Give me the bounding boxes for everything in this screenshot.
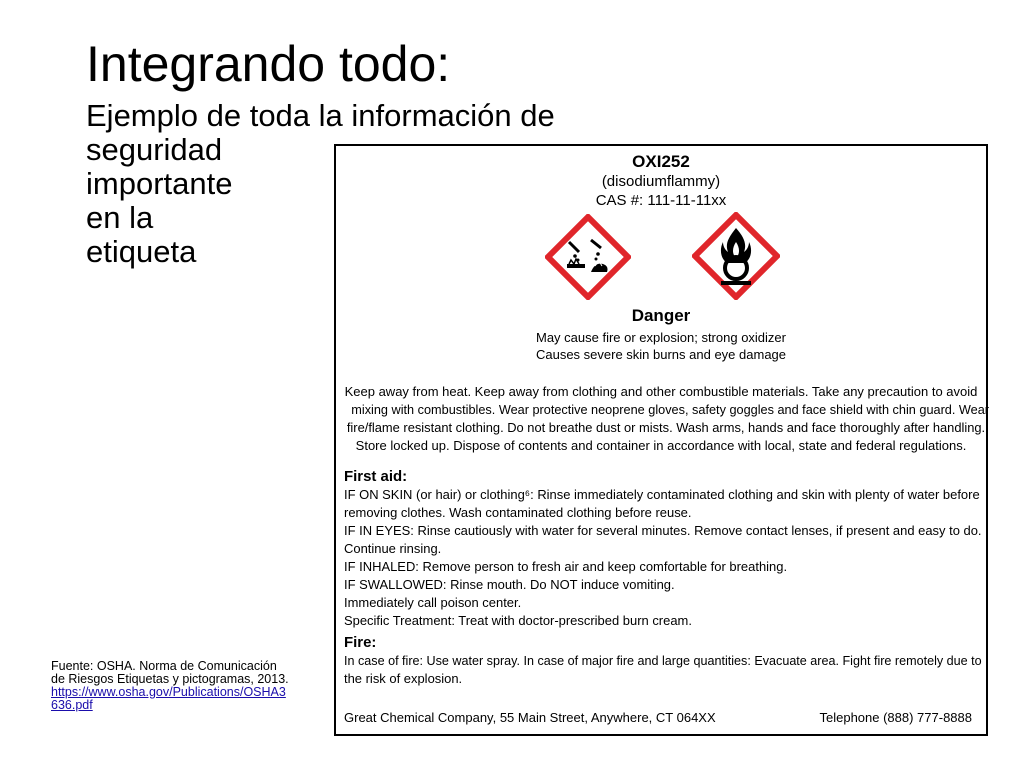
source-text: de Riesgos Etiquetas y pictogramas, 2013. xyxy=(51,672,289,686)
cas-number: CAS #: 111-11-11xx xyxy=(595,192,727,209)
subtitle-line: en la xyxy=(86,200,154,235)
source-link[interactable] xyxy=(51,686,326,712)
hazard-statement: Causes severe skin burns and eye damage xyxy=(535,347,787,362)
first-aid-heading: First aid: xyxy=(344,468,408,485)
signal-word: Danger xyxy=(631,306,691,325)
source-citation xyxy=(51,660,326,712)
first-aid-line: Immediately call poison center. xyxy=(344,595,522,610)
source-link-line[interactable]: https://www.osha.gov/Publications/OSHA3 xyxy=(51,685,286,699)
subtitle-line: etiqueta xyxy=(86,234,197,269)
source-link-line[interactable]: 636.pdf xyxy=(51,698,93,712)
first-aid-section xyxy=(344,468,984,630)
fire-section xyxy=(344,634,984,688)
precaution-line: Store locked up. Dispose of contents and container in accordance with local, state and federal regulations. xyxy=(355,438,967,453)
chemical-label xyxy=(334,144,988,736)
chemical-name: (disodiumflammy) xyxy=(601,173,721,190)
first-aid-line: Continue rinsing. xyxy=(344,541,442,556)
company-telephone: Telephone (888) 777-8888 xyxy=(819,710,972,725)
label-header xyxy=(336,152,986,210)
slide-title: Integrando todo: xyxy=(86,36,451,92)
precaution-line: Keep away from heat. Keep away from clothing and other combustible materials. Take any precaution to avoid xyxy=(344,384,978,399)
fire-line: the risk of explosion. xyxy=(344,671,463,686)
source-text: Fuente: OSHA. Norma de Comunicación xyxy=(51,659,277,673)
hazard-statement: May cause fire or explosion; strong oxidizer xyxy=(535,330,786,345)
company-address: Great Chemical Company, 55 Main Street, Anywhere, CT 064XX xyxy=(344,710,716,725)
corrosion-icon xyxy=(545,214,631,300)
flame-over-circle-icon xyxy=(692,212,780,300)
fire-heading: Fire: xyxy=(344,634,377,651)
subtitle-line: seguridad xyxy=(86,132,223,167)
first-aid-line: IF SWALLOWED: Rinse mouth. Do NOT induce vomiting. xyxy=(344,577,675,592)
first-aid-line: removing clothes. Wash contaminated clothing before reuse. xyxy=(344,505,692,520)
hazard-statements xyxy=(336,329,986,363)
precaution-line: mixing with combustibles. Wear protective neoprene gloves, safety goggles and face shield with chin guard. Wear xyxy=(351,402,990,417)
first-aid-line: IF ON SKIN (or hair) or clothing⁶: Rinse immediately contaminated clothing and skin with plenty of water before xyxy=(344,487,980,502)
subtitle-line: Ejemplo de toda la información de xyxy=(86,98,555,133)
subtitle-line: importante xyxy=(86,166,233,201)
precautionary-statements xyxy=(344,383,990,455)
product-identifier: OXI252 xyxy=(632,152,690,171)
fire-line: In case of fire: Use water spray. In case of major fire and large quantities: Evacuate area. Fight fire remotely due to xyxy=(344,653,982,668)
first-aid-line: IF IN EYES: Rinse cautiously with water for several minutes. Remove contact lenses, if present and easy to do. xyxy=(344,523,982,538)
first-aid-line: IF INHALED: Remove person to fresh air and keep comfortable for breathing. xyxy=(344,559,788,574)
precaution-line: fire/flame resistant clothing. Do not breathe dust or mists. Wash arms, hands and face thoroughly after handling. xyxy=(346,420,986,435)
first-aid-line: Specific Treatment: Treat with doctor-prescribed burn cream. xyxy=(344,613,692,628)
